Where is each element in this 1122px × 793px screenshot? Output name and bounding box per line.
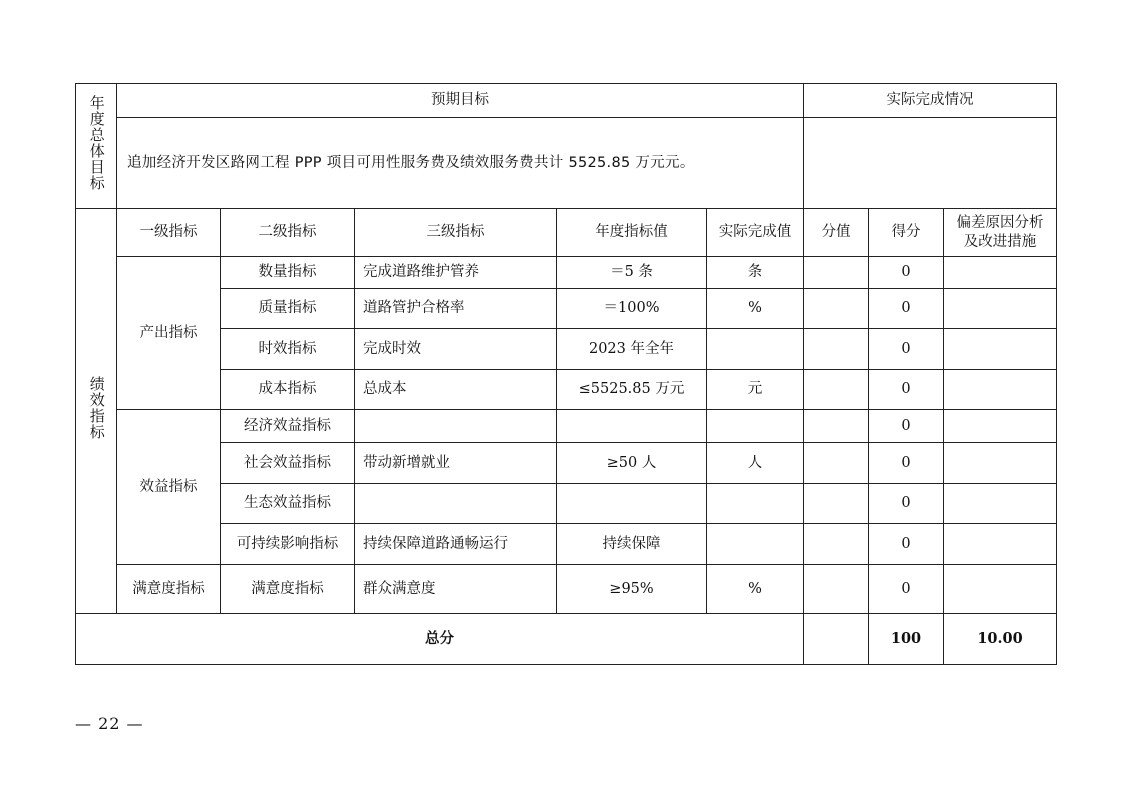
table-row [76,370,1057,410]
expected-goal-text: 追加经济开发区路网工程 PPP 项目可用性服务费及绩效服务费共计 5525.85 万元元。 [117,118,804,209]
table-row [76,289,1057,329]
target-cell: 2023 年全年 [557,329,707,370]
table-row [76,410,1057,443]
level2-cell: 社会效益指标 [221,443,355,484]
score-cell: 0 [869,257,944,289]
score-cell: 0 [869,565,944,614]
target-cell: ≤5525.85 万元 [557,370,707,410]
level3-cell: 持续保障道路通畅运行 [355,524,557,565]
level2-cell: 数量指标 [221,257,355,289]
column-header: 得分 [869,209,944,257]
score-cell: 0 [869,289,944,329]
actual-completion-header: 实际完成情况 [804,84,1057,118]
level3-cell: 带动新增就业 [355,443,557,484]
column-header-row [76,209,1057,257]
expected-goal-header: 预期目标 [117,84,804,118]
table-row [76,524,1057,565]
level2-cell: 可持续影响指标 [221,524,355,565]
total-weight-cell: 100 [869,614,944,665]
annual-goal-label: 年度总体目标 [76,84,117,209]
level3-cell: 完成道路维护管养 [355,257,557,289]
level1-output: 产出指标 [117,257,221,410]
perf-indicators-label: 绩效指标 [76,209,117,614]
level2-cell: 经济效益指标 [221,410,355,443]
score-cell: 0 [869,484,944,524]
table-row [76,484,1057,524]
total-label: 总分 [76,614,804,665]
total-actual-cell [804,614,869,665]
level2-cell: 成本指标 [221,370,355,410]
target-cell: ＝5 条 [557,257,707,289]
weight-cell [804,484,869,524]
column-header: 实际完成值 [707,209,804,257]
level2-cell: 满意度指标 [221,565,355,614]
level3-cell: 完成时效 [355,329,557,370]
score-cell: 0 [869,410,944,443]
column-header: 年度指标值 [557,209,707,257]
column-header: 偏差原因分析及改进措施 [944,209,1057,257]
target-cell: ≥50 人 [557,443,707,484]
target-cell: ＝100% [557,289,707,329]
table-row [76,329,1057,370]
note-cell [944,289,1057,329]
weight-cell [804,257,869,289]
note-cell [944,410,1057,443]
weight-cell [804,410,869,443]
note-cell [944,329,1057,370]
level3-cell [355,410,557,443]
target-cell: ≥95% [557,565,707,614]
level1-benefit: 效益指标 [117,410,221,565]
note-cell [944,370,1057,410]
actual-cell [707,329,804,370]
note-cell [944,565,1057,614]
weight-cell [804,289,869,329]
weight-cell [804,443,869,484]
column-header: 三级指标 [355,209,557,257]
level3-cell: 道路管护合格率 [355,289,557,329]
score-cell: 0 [869,524,944,565]
level3-cell: 群众满意度 [355,565,557,614]
weight-cell [804,370,869,410]
note-cell [944,524,1057,565]
page-number: — 22 — [75,714,144,733]
score-cell: 0 [869,329,944,370]
target-cell [557,410,707,443]
weight-cell [804,329,869,370]
table-row [76,257,1057,289]
level2-cell: 质量指标 [221,289,355,329]
note-cell [944,443,1057,484]
level1-satisfaction: 满意度指标 [117,565,221,614]
actual-cell [707,524,804,565]
actual-cell: % [707,565,804,614]
level3-cell: 总成本 [355,370,557,410]
total-score-cell: 10.00 [944,614,1057,665]
actual-completion-text [804,118,1057,209]
table-row [76,443,1057,484]
actual-cell [707,410,804,443]
note-cell [944,257,1057,289]
actual-cell: % [707,289,804,329]
column-header: 分值 [804,209,869,257]
weight-cell [804,565,869,614]
column-header: 一级指标 [117,209,221,257]
actual-cell: 条 [707,257,804,289]
total-row [76,614,1057,665]
performance-table [75,83,1057,665]
target-cell [557,484,707,524]
level2-cell: 时效指标 [221,329,355,370]
actual-cell [707,484,804,524]
score-cell: 0 [869,443,944,484]
target-cell: 持续保障 [557,524,707,565]
column-header: 二级指标 [221,209,355,257]
weight-cell [804,524,869,565]
level3-cell [355,484,557,524]
score-cell: 0 [869,370,944,410]
actual-cell: 元 [707,370,804,410]
actual-cell: 人 [707,443,804,484]
table-row [76,565,1057,614]
note-cell [944,484,1057,524]
level2-cell: 生态效益指标 [221,484,355,524]
